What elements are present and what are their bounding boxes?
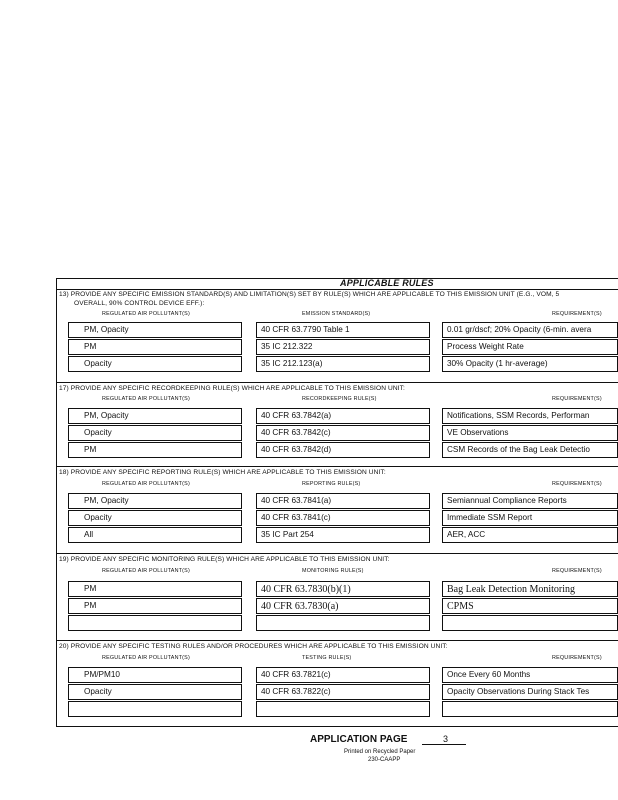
table-cell-value: 35 IC 212.322: [261, 342, 313, 351]
table-cell-value: Bag Leak Detection Monitoring: [447, 584, 576, 595]
column-header: MONITORING RULE(S): [302, 568, 364, 574]
form-bottom-border: [56, 726, 618, 727]
table-cell-value: PM: [84, 601, 97, 610]
table-cell-value: 40 CFR 63.7822(c): [261, 687, 331, 696]
title-divider: [56, 289, 618, 290]
column-header: REGULATED AIR POLLUTANT(S): [102, 311, 190, 317]
table-cell-value: Semiannual Compliance Reports: [447, 496, 567, 505]
table-cell-value: 40 CFR 63.7842(d): [261, 445, 332, 454]
table-cell-value: Once Every 60 Months: [447, 670, 531, 679]
table-cell-value: CSM Records of the Bag Leak Detectio: [447, 445, 590, 454]
section-divider: [56, 466, 618, 467]
section-prompt: 20) PROVIDE ANY SPECIFIC TESTING RULES AND/OR PROCEDURES WHICH ARE APPLICABLE TO THIS EMISSION UNIT:: [59, 643, 448, 650]
table-cell-value: 40 CFR 63.7841(a): [261, 496, 332, 505]
table-cell-value: 40 CFR 63.7842(a): [261, 411, 332, 420]
table-cell-value: Opacity: [84, 687, 112, 696]
table-cell-value: PM, Opacity: [84, 325, 129, 334]
page-number-line: [422, 744, 466, 745]
column-header: REGULATED AIR POLLUTANT(S): [102, 655, 190, 661]
form-code: 230-CAAPP: [368, 757, 401, 763]
table-cell-value: Immediate SSM Report: [447, 513, 533, 522]
table-cell-value: PM: [84, 445, 97, 454]
column-header: TESTING RULE(S): [302, 655, 352, 661]
recycled-paper-note: Printed on Recycled Paper: [344, 749, 416, 755]
table-cell-value: 40 CFR 63.7830(b)(1): [261, 584, 351, 595]
column-header: RECORDKEEPING RULE(S): [302, 396, 377, 402]
column-header: EMISSION STANDARD(S): [302, 311, 371, 317]
table-cell-value: PM, Opacity: [84, 496, 129, 505]
table-cell-value: 40 CFR 63.7790 Table 1: [261, 325, 350, 334]
column-header: REGULATED AIR POLLUTANT(S): [102, 568, 190, 574]
table-cell-value: Notifications, SSM Records, Performan: [447, 411, 590, 420]
table-cell-value: Opacity: [84, 428, 112, 437]
table-cell-value: 40 CFR 63.7830(a): [261, 601, 339, 612]
table-cell-value: 40 CFR 63.7842(c): [261, 428, 331, 437]
table-cell-value: Opacity Observations During Stack Tes: [447, 687, 590, 696]
column-header: REQUIREMENT(S): [552, 655, 602, 661]
column-header: REGULATED AIR POLLUTANT(S): [102, 481, 190, 487]
table-cell-value: 35 IC Part 254: [261, 530, 314, 539]
column-header: REPORTING RULE(S): [302, 481, 361, 487]
application-page-label: APPLICATION PAGE: [310, 734, 408, 745]
table-cell-value: PM: [84, 584, 97, 593]
table-cell-value: 40 CFR 63.7841(c): [261, 513, 331, 522]
section-divider: [56, 382, 618, 383]
table-cell-field[interactable]: [68, 701, 242, 717]
table-cell-field[interactable]: [442, 615, 618, 631]
section-prompt: 13) PROVIDE ANY SPECIFIC EMISSION STANDARD(S) AND LIMITATION(S) SET BY RULE(S) WHICH ARE APPLICABLE TO THIS EMISSION UNIT (E.G., VOM, 5: [59, 291, 560, 298]
table-cell-value: AER, ACC: [447, 530, 486, 539]
table-cell-value: PM, Opacity: [84, 411, 129, 420]
table-cell-value: 40 CFR 63.7821(c): [261, 670, 331, 679]
section-prompt: 18) PROVIDE ANY SPECIFIC REPORTING RULE(S) WHICH ARE APPLICABLE TO THIS EMISSION UNIT:: [59, 469, 386, 476]
table-cell-value: All: [84, 530, 94, 539]
section-prompt-continued: OVERALL, 90% CONTROL DEVICE EFF.):: [74, 300, 205, 307]
section-divider: [56, 553, 618, 554]
table-cell-value: 35 IC 212.123(a): [261, 359, 323, 368]
table-cell-value: Process Weight Rate: [447, 342, 524, 351]
form-title: APPLICABLE RULES: [340, 278, 434, 288]
section-prompt: 19) PROVIDE ANY SPECIFIC MONITORING RULE(S) WHICH ARE APPLICABLE TO THIS EMISSION UNIT:: [59, 556, 390, 563]
table-cell-field[interactable]: [256, 701, 430, 717]
column-header: REQUIREMENT(S): [552, 568, 602, 574]
column-header: REQUIREMENT(S): [552, 396, 602, 402]
table-cell-value: 0.01 gr/dscf; 20% Opacity (6-min. avera: [447, 325, 592, 334]
table-cell-value: Opacity: [84, 513, 112, 522]
table-cell-field[interactable]: [68, 615, 242, 631]
table-cell-value: PM: [84, 342, 97, 351]
section-prompt: 17) PROVIDE ANY SPECIFIC RECORDKEEPING RULE(S) WHICH ARE APPLICABLE TO THIS EMISSION UNIT:: [59, 385, 405, 392]
column-header: REQUIREMENT(S): [552, 481, 602, 487]
page-number: 3: [443, 734, 449, 744]
table-cell-field[interactable]: [442, 701, 618, 717]
table-cell-value: Opacity: [84, 359, 112, 368]
table-cell-value: VE Observations: [447, 428, 509, 437]
table-cell-value: CPMS: [447, 601, 474, 612]
table-cell-value: 30% Opacity (1 hr-average): [447, 359, 548, 368]
column-header: REGULATED AIR POLLUTANT(S): [102, 396, 190, 402]
column-header: REQUIREMENT(S): [552, 311, 602, 317]
table-cell-value: PM/PM10: [84, 670, 120, 679]
section-divider: [56, 640, 618, 641]
table-cell-field[interactable]: [256, 615, 430, 631]
